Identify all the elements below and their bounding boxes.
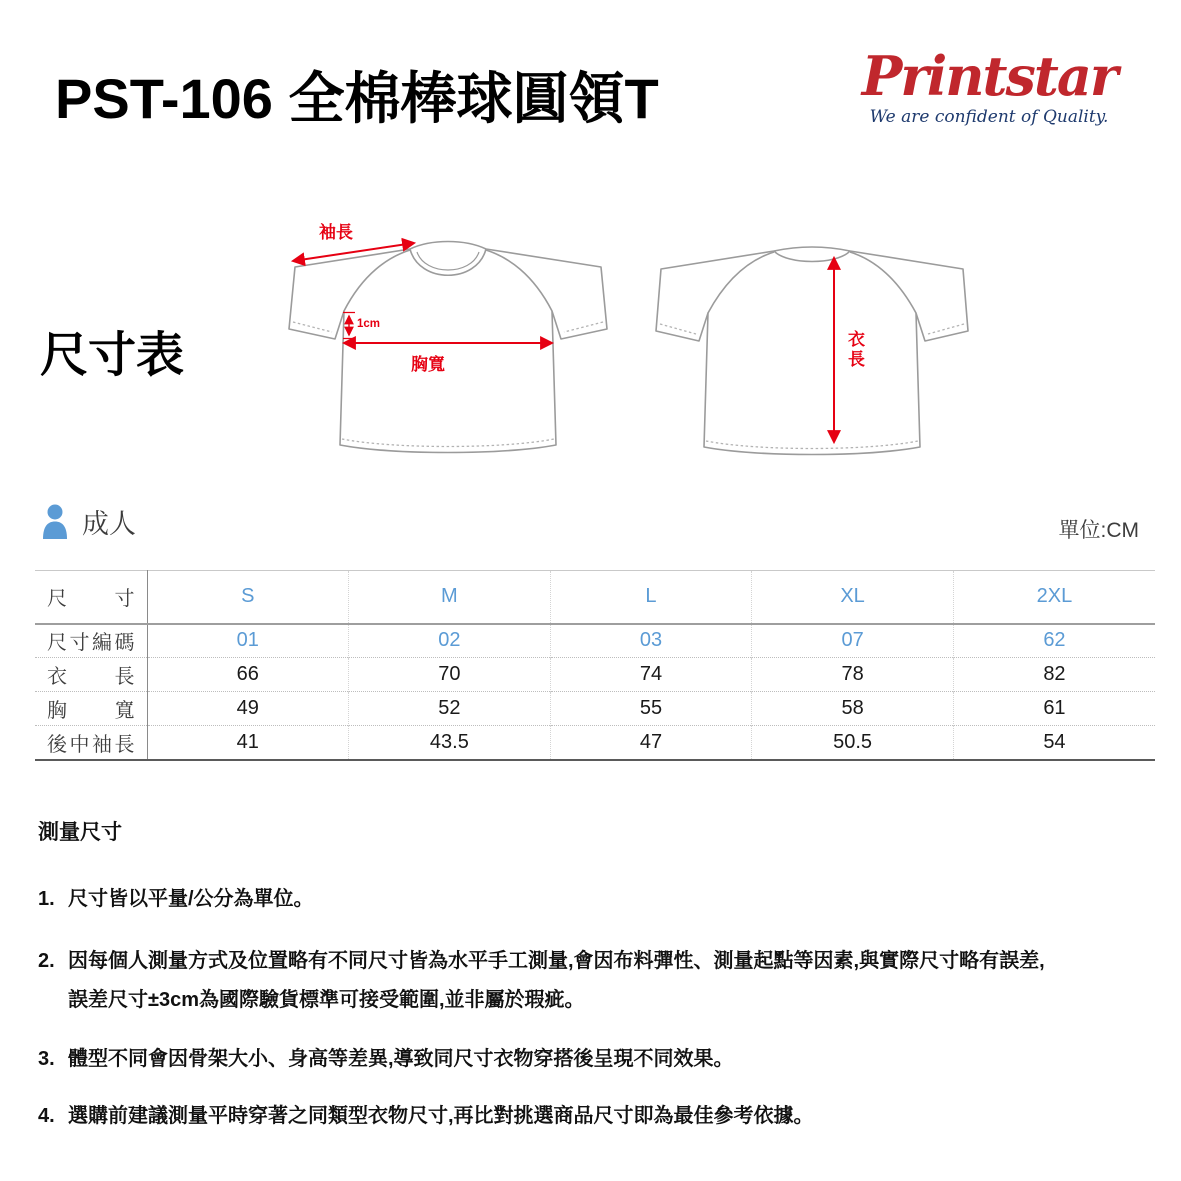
row-label: 尺寸編碼 bbox=[35, 624, 147, 658]
size-cell: 55 bbox=[550, 692, 752, 726]
size-cell: 58 bbox=[752, 692, 954, 726]
size-cell: 47 bbox=[550, 726, 752, 760]
note-text: 因每個人測量方式及位置略有不同尺寸皆為水平手工測量,會因布料彈性、測量起點等因素,與實際尺寸略有誤差, bbox=[68, 950, 1045, 972]
table-row-size-code bbox=[35, 624, 1155, 658]
corner-label: 尺寸 bbox=[35, 571, 147, 624]
note-text: 誤差尺寸±3cm為國際驗貨標準可接受範圍,並非屬於瑕疵。 bbox=[68, 989, 585, 1011]
size-cell: 61 bbox=[953, 692, 1155, 726]
row-label: 後中袖長 bbox=[35, 726, 147, 760]
size-cell: 70 bbox=[349, 658, 551, 692]
brand-logo bbox=[855, 44, 1123, 127]
note-number: 4. bbox=[38, 1105, 55, 1127]
size-table-header-row bbox=[35, 571, 1155, 624]
unit-label: 單位:CM bbox=[1058, 519, 1139, 542]
note-4 bbox=[38, 1097, 814, 1136]
size-cell: 66 bbox=[147, 658, 349, 692]
table-row-body-length bbox=[35, 658, 1155, 692]
person-icon bbox=[42, 504, 68, 540]
size-cell: 07 bbox=[752, 624, 954, 658]
row-label: 胸寬 bbox=[35, 692, 147, 726]
size-cell: 82 bbox=[953, 658, 1155, 692]
table-row-back-sleeve-length bbox=[35, 726, 1155, 760]
size-cell: 52 bbox=[349, 692, 551, 726]
size-col-m: M bbox=[349, 571, 551, 624]
note-number: 2. bbox=[38, 950, 55, 972]
size-cell: 54 bbox=[953, 726, 1155, 760]
page-title: PST-106 全棉棒球圓領T bbox=[55, 67, 659, 130]
notes-heading: 測量尺寸 bbox=[38, 821, 122, 844]
note-number: 3. bbox=[38, 1048, 55, 1070]
audience-label: 成人 bbox=[82, 509, 136, 539]
size-cell: 50.5 bbox=[752, 726, 954, 760]
note-1 bbox=[38, 880, 314, 919]
chest-width-label: 胸寬 bbox=[411, 355, 445, 374]
sleeve-length-label: 袖長 bbox=[319, 223, 353, 242]
front-shirt-drawing bbox=[283, 212, 613, 474]
back-shirt-drawing bbox=[652, 212, 972, 474]
note-text: 體型不同會因骨架大小、身高等差異,導致同尺寸衣物穿搭後呈現不同效果。 bbox=[68, 1048, 734, 1070]
size-cell: 02 bbox=[349, 624, 551, 658]
brand-logo-text: Printstar bbox=[861, 44, 1117, 108]
size-cell: 03 bbox=[550, 624, 752, 658]
size-table bbox=[35, 570, 1155, 761]
size-cell: 01 bbox=[147, 624, 349, 658]
body-length-label: 衣長 bbox=[845, 330, 864, 370]
front-shirt-diagram bbox=[283, 212, 613, 474]
size-cell: 43.5 bbox=[349, 726, 551, 760]
size-cell: 74 bbox=[550, 658, 752, 692]
note-text: 選購前建議測量平時穿著之同類型衣物尺寸,再比對挑選商品尺寸即為最佳參考依據。 bbox=[68, 1105, 814, 1127]
table-row-chest-width bbox=[35, 692, 1155, 726]
size-cell: 41 bbox=[147, 726, 349, 760]
note-3 bbox=[38, 1040, 734, 1079]
note-text: 尺寸皆以平量/公分為單位。 bbox=[68, 888, 314, 910]
row-label: 衣長 bbox=[35, 658, 147, 692]
size-col-2xl: 2XL bbox=[953, 571, 1155, 624]
brand-tagline: We are confident of Quality. bbox=[869, 106, 1109, 127]
one-cm-label: 1cm bbox=[357, 318, 381, 330]
audience-row bbox=[42, 502, 136, 541]
size-cell: 62 bbox=[953, 624, 1155, 658]
size-chart-heading: 尺寸表 bbox=[40, 329, 185, 382]
size-col-s: S bbox=[147, 571, 349, 624]
note-number: 1. bbox=[38, 888, 55, 910]
size-cell: 78 bbox=[752, 658, 954, 692]
size-table-container bbox=[35, 570, 1155, 761]
back-shirt-diagram bbox=[652, 212, 972, 474]
size-cell: 49 bbox=[147, 692, 349, 726]
note-2 bbox=[38, 942, 1045, 1020]
size-col-l: L bbox=[550, 571, 752, 624]
size-col-xl: XL bbox=[752, 571, 954, 624]
